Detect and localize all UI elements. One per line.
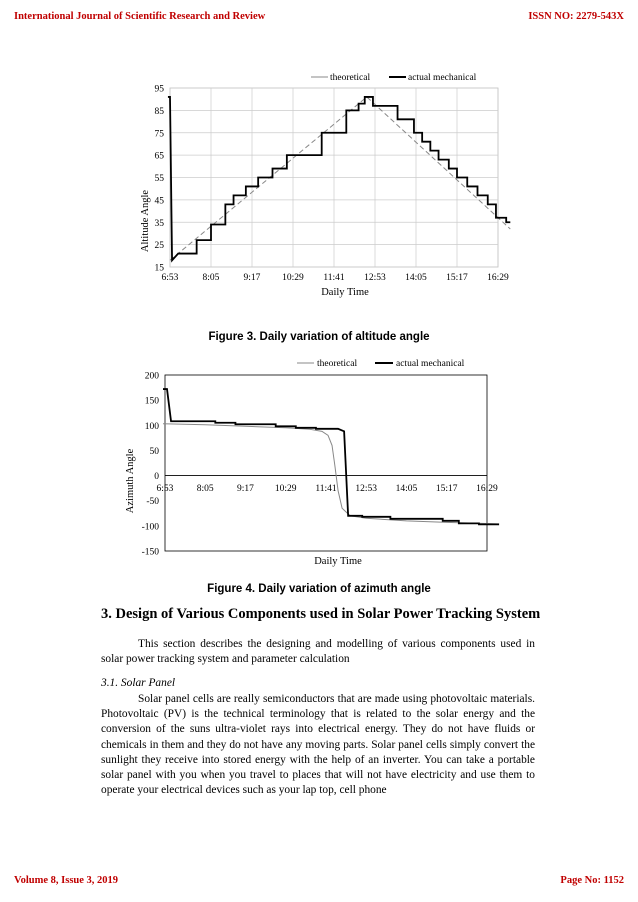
y-tick-label: 200: [144, 371, 159, 382]
x-tick-label: 6:53: [161, 273, 179, 283]
y-tick-label: 150: [144, 396, 159, 407]
altitude-chart: [0, 70, 638, 302]
x-tick-label: 10:29: [274, 484, 297, 494]
x-tick-label: 15:17: [446, 273, 468, 283]
y-tick-label: 50: [149, 446, 159, 457]
legend-label-actual: actual mechanical: [396, 359, 465, 369]
series: [168, 97, 510, 260]
legend-label-actual: actual mechanical: [408, 73, 477, 83]
y-tick-label: -50: [146, 497, 159, 508]
x-ticks: [157, 484, 499, 494]
y-tick-label: 45: [154, 196, 164, 207]
series-line-actual: [163, 389, 499, 524]
figure-3-caption: Figure 3. Daily variation of altitude angle: [208, 331, 430, 343]
x-tick-label: 15:17: [435, 484, 458, 494]
plot-border: [165, 375, 487, 551]
y-ticks: [155, 85, 165, 274]
x-tick-label: 12:53: [355, 484, 378, 494]
y-tick-label: 15: [154, 263, 164, 274]
legend: [311, 73, 477, 83]
y-tick-label: 0: [154, 472, 159, 483]
grid: [170, 88, 498, 267]
x-tick-label: 14:05: [405, 273, 427, 283]
y-tick-label: 55: [154, 174, 164, 184]
y-tick-label: 85: [154, 106, 164, 117]
volume-issue: Volume 8, Issue 3, 2019: [14, 875, 119, 886]
series-line-theoretical: [163, 424, 499, 524]
azimuth-chart: [0, 357, 638, 577]
section-intro: This section describes the designing and modelling of various components used in solar power tracking system and parameter calculation: [101, 638, 535, 666]
x-ticks: [162, 273, 510, 283]
series-line-actual: [168, 97, 510, 260]
x-tick-label: 12:53: [364, 273, 386, 283]
legend-label-theoretical: theoretical: [317, 359, 358, 369]
y-tick-label: -150: [141, 547, 159, 558]
x-axis-label: Daily Time: [321, 287, 369, 298]
x-tick-label: 6:53: [156, 484, 174, 494]
y-axis-label: Azimuth Angle: [125, 448, 136, 514]
plot-frame: [165, 375, 487, 551]
x-tick-label: 14:05: [395, 484, 418, 494]
x-axis-label: Daily Time: [314, 556, 362, 567]
y-tick-label: 65: [154, 151, 164, 162]
series-line-theoretical: [170, 97, 510, 260]
x-tick-label: 8:05: [202, 273, 220, 283]
x-tick-label: 8:05: [196, 484, 214, 494]
x-tick-label: 16:29: [476, 484, 498, 494]
x-tick-label: 10:29: [282, 273, 304, 283]
y-axis-label: Altitude Angle: [140, 189, 151, 253]
section-heading: 3. Design of Various Components used in Solar Power Tracking System: [101, 606, 541, 622]
x-tick-label: 9:17: [237, 484, 254, 494]
x-tick-label: 11:41: [315, 484, 337, 494]
figure-4-caption: Figure 4. Daily variation of azimuth angle: [207, 583, 431, 595]
series: [163, 389, 499, 524]
journal-name: International Journal of Scientific Research and Review: [14, 11, 266, 22]
y-tick-label: -100: [141, 522, 159, 533]
y-tick-label: 95: [154, 84, 164, 95]
y-tick-label: 75: [154, 129, 164, 140]
legend-label-theoretical: theoretical: [330, 73, 371, 83]
y-ticks: [142, 372, 160, 558]
page-number: Page No: 1152: [560, 875, 624, 886]
subsection-text: Solar panel cells are really semiconductors that are made using photovoltaic materials. Photovoltaic (PV) is the technical terminology that is related to the solar energy and the conversion of the suns ultra-violet rays into electrical energy. They do not have fluids or chemicals in them and they do not have any moving parts. Solar panel cells simply convert the sunlight they receive into stored energy with the help of an inverter. You can take a portable solar panel with you when you travel to places that will not have electricity and use them to operate your electrical devices such as your lap top, cell phone: [101, 693, 535, 797]
legend: [297, 359, 465, 369]
issn: ISSN NO: 2279-543X: [528, 11, 624, 22]
y-tick-label: 100: [144, 421, 159, 432]
y-tick-label: 35: [154, 218, 164, 229]
subsection-heading: 3.1. Solar Panel: [101, 677, 176, 689]
x-tick-label: 9:17: [243, 273, 261, 283]
x-tick-label: 11:41: [323, 273, 345, 283]
x-tick-label: 16:29: [487, 273, 509, 283]
y-tick-label: 25: [154, 241, 164, 252]
